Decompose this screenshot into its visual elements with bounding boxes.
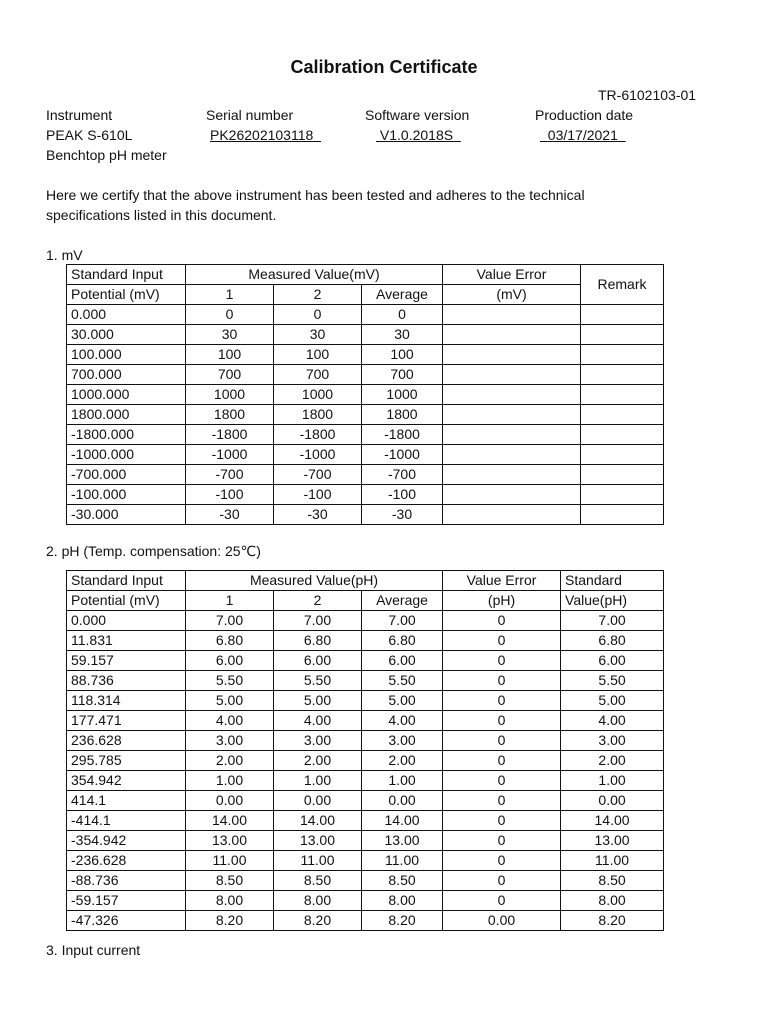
ph-header-measurement-2: 2 <box>274 591 362 611</box>
standard-input-cell: 700.000 <box>67 365 186 385</box>
measurement-1-cell: 6.80 <box>186 631 274 651</box>
standard-value-cell: 8.20 <box>561 911 664 931</box>
ph-section-heading: 2. pH (Temp. compensation: 25℃) <box>46 543 261 559</box>
remark-cell <box>581 325 664 345</box>
standard-input-cell: 88.736 <box>67 671 186 691</box>
measurement-2-cell: 5.00 <box>274 691 362 711</box>
value-error-cell: 0 <box>443 791 561 811</box>
measurement-2-cell: 13.00 <box>274 831 362 851</box>
standard-input-cell: 414.1 <box>67 791 186 811</box>
measurement-2-cell: 1.00 <box>274 771 362 791</box>
measurement-2-cell: 3.00 <box>274 731 362 751</box>
standard-input-cell: -59.157 <box>67 891 186 911</box>
table-row <box>67 445 664 465</box>
remark-cell <box>581 465 664 485</box>
measurement-1-cell: 1.00 <box>186 771 274 791</box>
measurement-2-cell: 2.00 <box>274 751 362 771</box>
average-cell: 0 <box>362 305 443 325</box>
average-cell: 8.50 <box>362 871 443 891</box>
value-error-cell <box>443 445 581 465</box>
measurement-2-cell: 100 <box>274 345 362 365</box>
table-row <box>67 631 664 651</box>
measurement-1-cell: 4.00 <box>186 711 274 731</box>
ph-header-value-error-unit: (pH) <box>443 591 561 611</box>
average-cell: 100 <box>362 345 443 365</box>
measurement-2-cell: -1800 <box>274 425 362 445</box>
value-error-cell <box>443 425 581 445</box>
software-version-value <box>376 126 461 144</box>
mv-header-potential: Potential (mV) <box>67 285 186 305</box>
value-error-cell: 0 <box>443 611 561 631</box>
production-date-value <box>540 126 626 144</box>
average-cell: 4.00 <box>362 711 443 731</box>
table-row <box>67 385 664 405</box>
standard-value-cell: 11.00 <box>561 851 664 871</box>
table-row <box>67 671 664 691</box>
measurement-2-cell: 4.00 <box>274 711 362 731</box>
measurement-2-cell: 8.50 <box>274 871 362 891</box>
value-error-cell: 0 <box>443 811 561 831</box>
production-date-text: 03/17/2021 <box>547 127 618 143</box>
table-row <box>67 485 664 505</box>
average-cell: 5.00 <box>362 691 443 711</box>
certify-statement-line-1: Here we certify that the above instrument has been tested and adheres to the technical <box>46 187 585 203</box>
value-error-cell <box>443 485 581 505</box>
value-error-cell: 0 <box>443 851 561 871</box>
table-row <box>67 911 664 931</box>
average-cell: 3.00 <box>362 731 443 751</box>
instrument-type: Benchtop pH meter <box>46 147 167 163</box>
measurement-1-cell: 0 <box>186 305 274 325</box>
remark-cell <box>581 425 664 445</box>
standard-input-cell: -1800.000 <box>67 425 186 445</box>
average-cell: 0.00 <box>362 791 443 811</box>
mv-header-remark: Remark <box>581 265 664 305</box>
mv-header-value-error-unit: (mV) <box>443 285 581 305</box>
standard-input-cell: 177.471 <box>67 711 186 731</box>
certificate-title: Calibration Certificate <box>290 57 478 77</box>
average-cell: 1000 <box>362 385 443 405</box>
measurement-1-cell: 13.00 <box>186 831 274 851</box>
table-row <box>67 771 664 791</box>
value-error-cell <box>443 365 581 385</box>
remark-cell <box>581 485 664 505</box>
standard-value-cell: 0.00 <box>561 791 664 811</box>
standard-input-cell: 0.000 <box>67 611 186 631</box>
average-cell: 11.00 <box>362 851 443 871</box>
standard-input-cell: -47.326 <box>67 911 186 931</box>
measurement-1-cell: 11.00 <box>186 851 274 871</box>
ph-header-value-error: Value Error <box>443 571 561 591</box>
standard-value-cell: 14.00 <box>561 811 664 831</box>
serial-number-text: PK26202103118 <box>210 127 314 143</box>
standard-input-cell: -700.000 <box>67 465 186 485</box>
table-row <box>67 691 664 711</box>
measurement-1-cell: -1000 <box>186 445 274 465</box>
remark-cell <box>581 405 664 425</box>
serial-number-value <box>210 126 321 144</box>
remark-cell <box>581 365 664 385</box>
table-row <box>67 651 664 671</box>
value-error-cell: 0 <box>443 891 561 911</box>
measurement-1-cell: 14.00 <box>186 811 274 831</box>
average-cell: 1.00 <box>362 771 443 791</box>
ph-table-body <box>67 611 664 931</box>
table-row <box>67 811 664 831</box>
measurement-1-cell: 700 <box>186 365 274 385</box>
table-row <box>67 465 664 485</box>
remark-cell <box>581 445 664 465</box>
measurement-2-cell: 1800 <box>274 405 362 425</box>
value-error-cell: 0.00 <box>443 911 561 931</box>
measurement-1-cell: -30 <box>186 505 274 525</box>
value-error-cell <box>443 345 581 365</box>
standard-value-cell: 5.50 <box>561 671 664 691</box>
measurement-2-cell: 700 <box>274 365 362 385</box>
average-cell: 5.50 <box>362 671 443 691</box>
measurement-1-cell: 6.00 <box>186 651 274 671</box>
standard-value-cell: 6.00 <box>561 651 664 671</box>
mv-calibration-table <box>66 264 664 525</box>
table-row <box>67 365 664 385</box>
table-row <box>67 891 664 911</box>
measurement-1-cell: -100 <box>186 485 274 505</box>
value-error-cell <box>443 405 581 425</box>
standard-value-cell: 3.00 <box>561 731 664 751</box>
standard-input-cell: -30.000 <box>67 505 186 525</box>
measurement-1-cell: 2.00 <box>186 751 274 771</box>
remark-cell <box>581 505 664 525</box>
table-row <box>67 425 664 445</box>
standard-value-cell: 6.80 <box>561 631 664 651</box>
standard-value-cell: 2.00 <box>561 751 664 771</box>
certify-statement-line-2: specifications listed in this document. <box>46 207 277 223</box>
value-error-cell: 0 <box>443 631 561 651</box>
table-row <box>67 751 664 771</box>
remark-cell <box>581 305 664 325</box>
average-cell: -100 <box>362 485 443 505</box>
table-row <box>67 831 664 851</box>
measurement-1-cell: 5.50 <box>186 671 274 691</box>
average-cell: 1800 <box>362 405 443 425</box>
measurement-2-cell: -100 <box>274 485 362 505</box>
standard-input-cell: 100.000 <box>67 345 186 365</box>
average-cell: -1800 <box>362 425 443 445</box>
table-row <box>67 611 664 631</box>
standard-input-cell: 118.314 <box>67 691 186 711</box>
software-version-label: Software version <box>365 107 470 123</box>
table-row <box>67 305 664 325</box>
measurement-2-cell: 5.50 <box>274 671 362 691</box>
input-current-heading: 3. Input current <box>46 942 141 958</box>
table-row <box>67 711 664 731</box>
average-cell: 8.20 <box>362 911 443 931</box>
measurement-2-cell: 6.80 <box>274 631 362 651</box>
value-error-cell: 0 <box>443 771 561 791</box>
average-cell: 7.00 <box>362 611 443 631</box>
average-cell: 700 <box>362 365 443 385</box>
measurement-1-cell: -700 <box>186 465 274 485</box>
measurement-2-cell: 7.00 <box>274 611 362 631</box>
measurement-1-cell: 100 <box>186 345 274 365</box>
value-error-cell: 0 <box>443 711 561 731</box>
measurement-2-cell: -1000 <box>274 445 362 465</box>
report-number: TR-6102103-01 <box>598 87 697 103</box>
standard-input-cell: 236.628 <box>67 731 186 751</box>
mv-header-average: Average <box>362 285 443 305</box>
measurement-2-cell: 8.20 <box>274 911 362 931</box>
average-cell: -30 <box>362 505 443 525</box>
standard-input-cell: -1000.000 <box>67 445 186 465</box>
standard-value-cell: 13.00 <box>561 831 664 851</box>
standard-value-cell: 8.00 <box>561 891 664 911</box>
standard-input-cell: 30.000 <box>67 325 186 345</box>
mv-table-body <box>67 305 664 525</box>
table-row <box>67 791 664 811</box>
ph-header-standard-input: Standard Input <box>67 571 186 591</box>
standard-input-cell: -88.736 <box>67 871 186 891</box>
table-row <box>67 505 664 525</box>
measurement-2-cell: 30 <box>274 325 362 345</box>
serial-number-label: Serial number <box>206 107 294 123</box>
ph-header-standard: Standard <box>561 571 664 591</box>
instrument-label: Instrument <box>46 107 113 123</box>
measurement-1-cell: 8.20 <box>186 911 274 931</box>
table-row <box>67 731 664 751</box>
standard-input-cell: 11.831 <box>67 631 186 651</box>
standard-input-cell: 0.000 <box>67 305 186 325</box>
average-cell: 6.80 <box>362 631 443 651</box>
measurement-2-cell: -30 <box>274 505 362 525</box>
value-error-cell <box>443 385 581 405</box>
measurement-2-cell: 8.00 <box>274 891 362 911</box>
value-error-cell: 0 <box>443 671 561 691</box>
average-cell: 13.00 <box>362 831 443 851</box>
standard-value-cell: 7.00 <box>561 611 664 631</box>
standard-value-cell: 1.00 <box>561 771 664 791</box>
ph-calibration-table <box>66 570 664 931</box>
standard-input-cell: 1800.000 <box>67 405 186 425</box>
mv-header-measured-value: Measured Value(mV) <box>186 265 443 285</box>
value-error-cell: 0 <box>443 831 561 851</box>
standard-input-cell: -414.1 <box>67 811 186 831</box>
production-date-label: Production date <box>535 107 634 123</box>
ph-header-measured-value: Measured Value(pH) <box>186 571 443 591</box>
measurement-2-cell: 6.00 <box>274 651 362 671</box>
measurement-2-cell: 14.00 <box>274 811 362 831</box>
remark-cell <box>581 385 664 405</box>
standard-input-cell: 295.785 <box>67 751 186 771</box>
measurement-1-cell: 8.00 <box>186 891 274 911</box>
standard-input-cell: 354.942 <box>67 771 186 791</box>
measurement-2-cell: -700 <box>274 465 362 485</box>
table-row <box>67 871 664 891</box>
instrument-model: PEAK S-610L <box>46 127 133 143</box>
value-error-cell <box>443 465 581 485</box>
measurement-2-cell: 0.00 <box>274 791 362 811</box>
table-row <box>67 345 664 365</box>
value-error-cell <box>443 505 581 525</box>
measurement-2-cell: 0 <box>274 305 362 325</box>
standard-input-cell: -236.628 <box>67 851 186 871</box>
table-row <box>67 851 664 871</box>
value-error-cell: 0 <box>443 871 561 891</box>
average-cell: -700 <box>362 465 443 485</box>
standard-input-cell: -354.942 <box>67 831 186 851</box>
remark-cell <box>581 345 664 365</box>
value-error-cell <box>443 325 581 345</box>
standard-value-cell: 4.00 <box>561 711 664 731</box>
ph-header-measurement-1: 1 <box>186 591 274 611</box>
standard-input-cell: 59.157 <box>67 651 186 671</box>
measurement-1-cell: 5.00 <box>186 691 274 711</box>
mv-header-measurement-1: 1 <box>186 285 274 305</box>
ph-header-standard-value: Value(pH) <box>561 591 664 611</box>
value-error-cell <box>443 305 581 325</box>
measurement-1-cell: 1000 <box>186 385 274 405</box>
average-cell: -1000 <box>362 445 443 465</box>
measurement-1-cell: 0.00 <box>186 791 274 811</box>
measurement-1-cell: -1800 <box>186 425 274 445</box>
mv-section-heading: 1. mV <box>46 247 83 263</box>
measurement-1-cell: 3.00 <box>186 731 274 751</box>
average-cell: 8.00 <box>362 891 443 911</box>
standard-input-cell: 1000.000 <box>67 385 186 405</box>
measurement-2-cell: 1000 <box>274 385 362 405</box>
software-version-text: V1.0.2018S <box>379 127 454 143</box>
mv-header-measurement-2: 2 <box>274 285 362 305</box>
ph-header-average: Average <box>362 591 443 611</box>
mv-header-value-error: Value Error <box>443 265 581 285</box>
average-cell: 30 <box>362 325 443 345</box>
measurement-1-cell: 30 <box>186 325 274 345</box>
ph-header-potential: Potential (mV) <box>67 591 186 611</box>
value-error-cell: 0 <box>443 691 561 711</box>
standard-input-cell: -100.000 <box>67 485 186 505</box>
value-error-cell: 0 <box>443 751 561 771</box>
standard-value-cell: 5.00 <box>561 691 664 711</box>
measurement-1-cell: 8.50 <box>186 871 274 891</box>
measurement-2-cell: 11.00 <box>274 851 362 871</box>
average-cell: 2.00 <box>362 751 443 771</box>
mv-header-standard-input: Standard Input <box>67 265 186 285</box>
value-error-cell: 0 <box>443 731 561 751</box>
measurement-1-cell: 1800 <box>186 405 274 425</box>
value-error-cell: 0 <box>443 651 561 671</box>
measurement-1-cell: 7.00 <box>186 611 274 631</box>
table-row <box>67 405 664 425</box>
average-cell: 14.00 <box>362 811 443 831</box>
average-cell: 6.00 <box>362 651 443 671</box>
table-row <box>67 325 664 345</box>
standard-value-cell: 8.50 <box>561 871 664 891</box>
